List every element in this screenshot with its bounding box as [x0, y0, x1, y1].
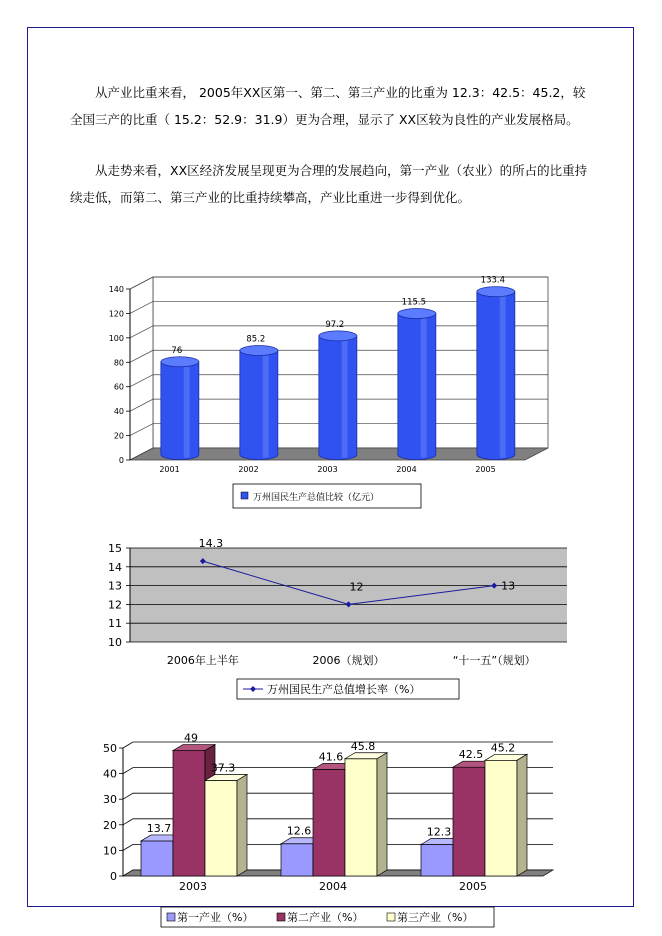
chart3-data-label: 49: [184, 731, 198, 745]
chart1-bar: [161, 362, 199, 460]
chart1-bar: [477, 292, 515, 460]
chart1-bar: [319, 336, 357, 460]
chart3-data-label: 41.6: [318, 750, 344, 764]
chart3-y-tick-label: 50: [103, 742, 117, 755]
chart1-y-tick-label: 80: [113, 358, 124, 368]
chart1-side-wall: [130, 277, 153, 460]
chart1-y-tick-label: 120: [108, 309, 124, 319]
chart1-data-label: 115.5: [401, 297, 427, 308]
chart1-bar-top: [240, 346, 278, 356]
chart1-x-tick-label: 2004: [396, 465, 417, 474]
chart2-legend-label: 万州国民生产总值增长率（%）: [267, 683, 421, 696]
chart1-legend-label: 万州国民生产总值比较（亿元）: [253, 493, 380, 503]
chart1-x-tick-label: 2002: [238, 465, 259, 474]
chart1-bar: [240, 351, 278, 460]
chart3-bar: [345, 759, 377, 876]
chart2-data-label: 12: [349, 580, 364, 594]
chart3-y-tick-label: 0: [110, 870, 117, 883]
chart3-bar-side: [237, 775, 247, 876]
paragraph-industry-ratio: 从产业比重来看， 2005年XX区第一、第二、第三产业的比重为 12.3：42.5：45.2，较全国三产的比重（ 15.2：52.9：31.9）更为合理，显示了 XX区较为良性的产业发展格局。: [70, 85, 586, 127]
chart1-y-tick-label: 100: [108, 333, 124, 343]
chart3-x-tick-label: 2004: [319, 880, 347, 893]
chart3-data-label: 12.3: [426, 825, 452, 839]
chart3-bar: [205, 781, 237, 876]
chart1-data-label: 97.2: [325, 319, 345, 330]
chart1-y-tick-label: 40: [113, 407, 124, 417]
chart2-y-tick-label: 10: [108, 636, 122, 649]
chart3-bar: [313, 770, 345, 876]
chart3-bar-side: [377, 753, 387, 876]
chart2-x-tick-label: 2006（规划）: [312, 654, 385, 667]
chart1-x-tick-label: 2005: [475, 465, 496, 474]
paragraph-trend: 从走势来看，XX区经济发展呈现更为合理的发展趋向，第一产业（农业）的所占的比重持续走低，而第二、第三产业的比重持续攀高，产业比重进一步得到优化。: [70, 163, 588, 205]
chart3-data-label: 45.8: [350, 739, 376, 753]
chart3-data-label: 45.2: [490, 741, 516, 755]
chart1-bar-top: [398, 309, 436, 319]
chart1-x-tick-label: 2001: [159, 465, 180, 474]
chart3-x-tick-label: 2005: [459, 880, 487, 893]
chart1-data-label: 76: [171, 345, 183, 356]
chart2-y-tick-label: 15: [108, 542, 122, 555]
chart3-legend-label: 第一产业（%）: [177, 911, 254, 924]
chart1-legend-swatch: [241, 492, 248, 499]
chart-gdp-bars: [109, 276, 548, 508]
chart2-x-tick-label: 2006年上半年: [166, 654, 239, 667]
chart3-bar: [485, 760, 517, 876]
chart1-bar-top: [319, 331, 357, 341]
chart1-bar-top: [477, 287, 515, 297]
chart2-data-label: 13: [501, 579, 516, 593]
chart3-bar: [421, 845, 453, 876]
chart3-bar: [281, 844, 313, 876]
chart2-plot-area: [130, 548, 567, 642]
chart1-x-tick-label: 2003: [317, 465, 338, 474]
chart2-data-label: 14.3: [198, 537, 224, 551]
chart3-legend-swatch: [277, 913, 285, 921]
chart1-y-tick-label: 0: [118, 456, 124, 465]
chart2-y-tick-label: 12: [108, 598, 122, 612]
chart1-y-tick-label: 20: [113, 431, 124, 441]
chart1-bar-top: [161, 357, 199, 367]
chart-growth-line: [108, 537, 567, 699]
chart3-legend-swatch: [387, 913, 395, 921]
chart1-y-tick-label: 140: [108, 285, 124, 294]
chart3-legend-label: 第二产业（%）: [287, 911, 364, 924]
chart1-data-label: 85.2: [246, 334, 266, 345]
chart3-y-tick-label: 20: [103, 818, 117, 832]
chart3-y-tick-label: 10: [103, 844, 117, 858]
chart3-data-label: 13.7: [146, 821, 172, 835]
chart3-legend-label: 第三产业（%）: [397, 911, 474, 924]
chart3-bar: [141, 841, 173, 876]
chart3-data-label: 37.3: [210, 761, 236, 775]
chart1-data-label: 133.4: [480, 275, 506, 286]
chart3-y-tick-label: 40: [103, 767, 117, 781]
chart3-data-label: 12.6: [286, 824, 312, 838]
chart2-y-tick-label: 14: [108, 560, 122, 574]
chart3-x-tick-label: 2003: [179, 880, 207, 893]
chart1-bar: [398, 314, 436, 460]
chart1-y-tick-label: 60: [113, 382, 124, 392]
chart-industry-bars: [103, 732, 553, 927]
chart2-y-tick-label: 13: [108, 579, 122, 593]
chart3-bar-side: [517, 754, 527, 876]
chart2-x-tick-label: “十一五”（规划）: [452, 654, 536, 667]
chart3-y-tick-label: 30: [103, 793, 117, 807]
chart3-bar: [453, 767, 485, 876]
chart3-data-label: 42.5: [458, 748, 484, 762]
chart3-bar: [173, 751, 205, 876]
chart3-legend-swatch: [167, 913, 175, 921]
chart2-y-tick-label: 11: [108, 617, 122, 631]
